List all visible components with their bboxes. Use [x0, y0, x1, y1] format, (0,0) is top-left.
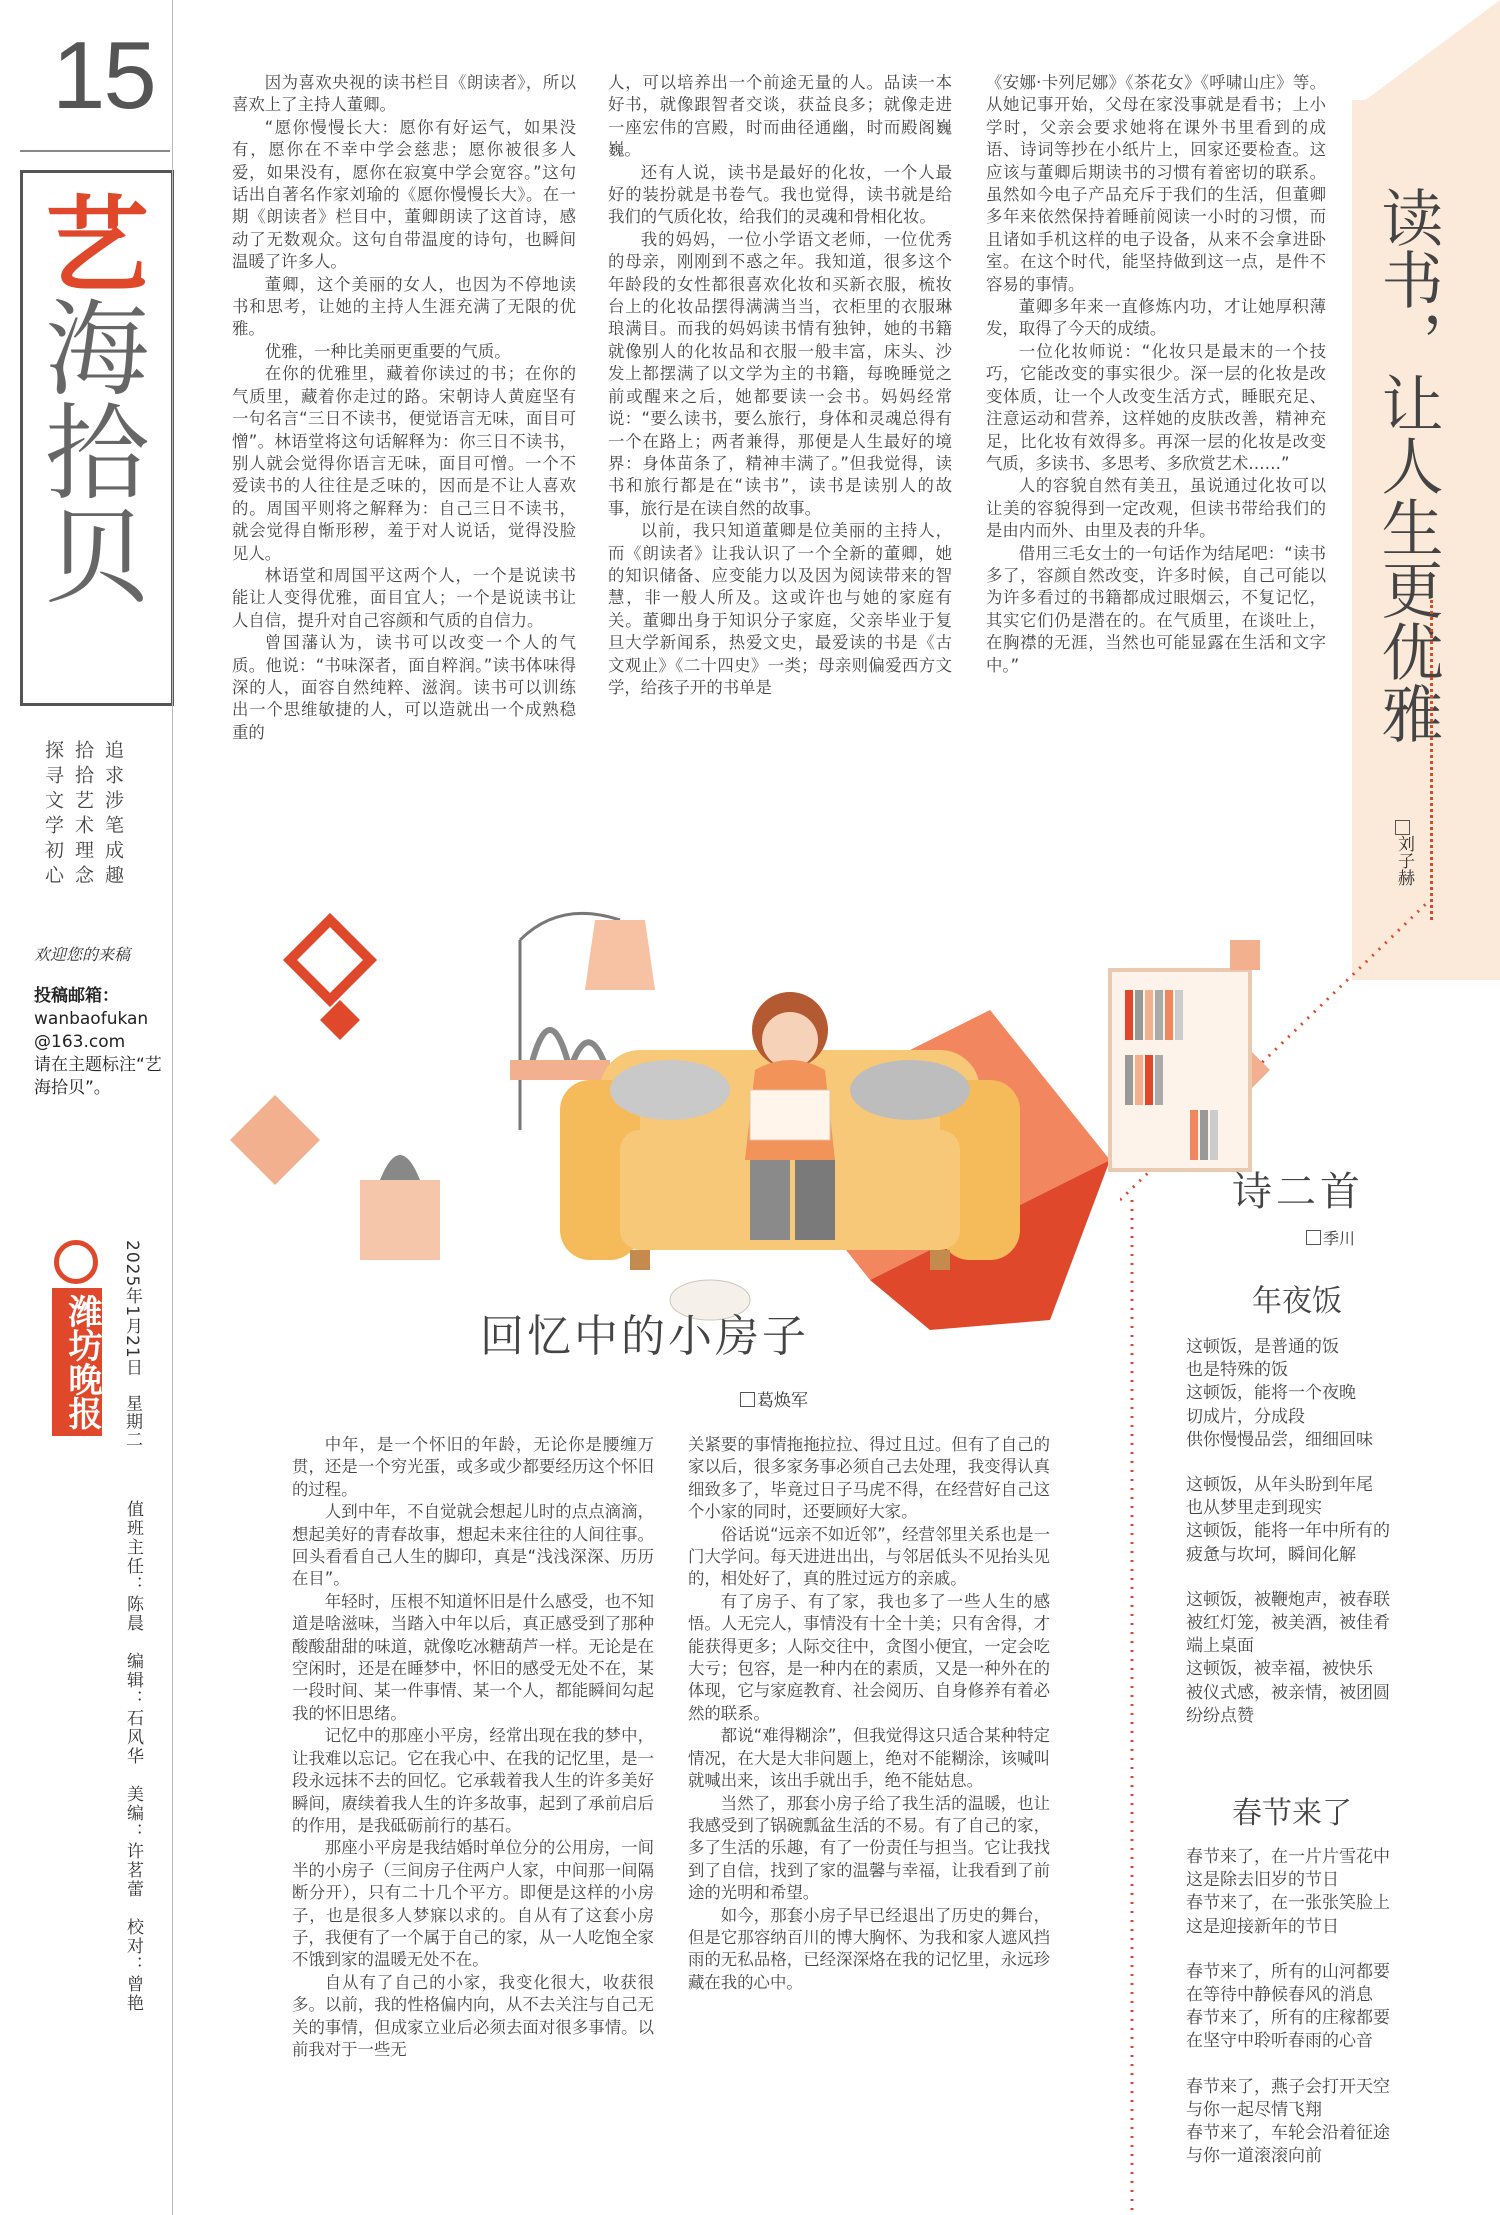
article1-author: 刘子赫 [1392, 820, 1417, 886]
poems-title: 诗二首 [1232, 1169, 1364, 1215]
column-name-rest: 海拾贝 [27, 294, 149, 606]
article2-author: 葛焕军 [740, 1386, 808, 1411]
article2-col2: 关紧要的事情拖拖拉拉、得过且过。但有了自己的家以后，很多家务事必须自己去处理，我变得认真细致多了，毕竟过日子马虎不得，在经营好自己这个小家的同时，还要顾好大家。 俗话说“远亲不如近邻”，经营邻里关系也是一门大学问。每天进进出出，与邻居低头不见抬头见的，相处好了，真的胜过远方的亲戚。 有了房子、有了家，我也多了一些人生的感悟。人无完人，事情没有十全十美；只有舍得，才能获得更多；人际交往中，贪图小便宜，一定会吃大亏；包容，是一种内在的素质，又是一种外在的体现，它与家庭教育、社会阅历、自身修养有着必然的联系。 都说“难得糊涂”，但我觉得这只适合某种特定情况，在大是大非问题上，绝对不能糊涂，该喊叫就喊出来，该出手就出手，绝不能姑息。 当然了，那套小房子给了我生活的温暖，也让我感受到了锅碗瓢盆生活的不易。有了自己的家，多了生活的乐趣，有了一份责任与担当。它让我找到了自信，找到了家的温馨与幸福，让我看到了前途的光明和希望。 如今，那套小房子早已经退出了历史的舞台，但是它那容纳百川的博大胸怀、为我和家人遮风挡雨的无私品格，已经深深烙在我的记忆里，永远珍藏在我的心中。 [688, 1435, 1050, 1992]
article2-col1: 中年，是一个怀旧的年龄，无论你是腰缠万贯，还是一个穷光蛋，或多或少都要经历这个怀旧的过程。 人到中年，不自觉就会想起儿时的点点滴滴，想起美好的青春故事，想起未来往往的人间往事。回头看看自己人生的脚印，真是“浅浅深深、历历在目”。 年轻时，压根不知道怀旧是什么感受，也不知道是啥滋味，当踏入中年以后，真正感受到了那种酸酸甜甜的味道，就像吃冰糖葫芦一样。无论是在空闲时，还是在睡梦中，怀旧的感受无处不在，某一段时间、某一件事情、某一个人，都能瞬间勾起我的怀旧思绪。 记忆中的那座小平房，经常出现在我的梦中，让我难以忘记。它在我心中、在我的记忆里，是一段永远抹不去的回忆。它承载着我人生的许多美好瞬间，赓续着我人生的许多故事，起到了承前启后的作用，是我砥砺前行的基石。 那座小平房是我结婚时单位分的公用房，一间半的小房子（三间房子住两户人家，中间那一间隔断分开），只有二十几个平方。即便是这样的小房子，也是很多人梦寐以求的。自从有了这套小房子，我便有了一个属于自己的家，从一人吃饱全家不饿到家的温暖无处不在。 自从有了自己的小家，我变化很大，收获很多。以前，我的性格偏内向，从不去关注与自己无关的事情，但成家立业后必须去面对很多事情。以前我对于一些无 [292, 1435, 654, 2059]
column-name [27, 190, 152, 606]
poem2-title: 春节来了 [1232, 1796, 1352, 1831]
poems-author: 季川 [1306, 1226, 1355, 1249]
submission-label: 投稿邮箱： [34, 986, 119, 1006]
poem2-body: 春节来了，在一片片雪花中 这是除去旧岁的节日 春节来了，在一张张笑脸上 这是迎接新年的节日 春节来了，所有的山河都要 在等待中静候春风的消息 春节来了，所有的庄稼都要 在坚守中聆听春雨的心音 春节来了，燕子会打开天空 与你一起尽情飞翔 春节来了，车轮会沿着征途 与你一道滚滚向前 [1186, 1847, 1390, 2167]
banner-corner [1352, 0, 1500, 110]
newspaper-name: 潍坊晚报 [52, 1288, 102, 1436]
dotted-divider [1430, 600, 1433, 920]
article1-col3: 《安娜·卡列尼娜》《茶花女》《呼啸山庄》等。从她记事开始，父母在家没事就是看书；上小学时，父亲会要求她将在课外书里看到的成语、诗词等抄在小纸片上，回家还要检查。这应该与董卿后期读书的习惯有着密切的联系。虽然如今电子产品充斥于我们的生活，但董卿多年来依然保持着睡前阅读一小时的习惯，而且诸如手机这样的电子设备，从来不会拿进卧室。在这个时代，能坚持做到这一点，是件不容易的事情。 董卿多年来一直修炼内功，才让她厚积薄发，取得了今天的成绩。 一位化妆师说：“化妆只是最末的一个技巧，它能改变的事实很少。深一层的化妆是改变体质，让一个人改变生活方式，睡眠充足、注意运动和营养，这样她的皮肤改善，精神充足，比化妆有效得多。再深一层的化妆是改变气质，多读书、多思考、多欣赏艺术……” 人的容貌自然有美丑，虽说通过化妆可以让美的容貌得到一定改观，但读书带给我们的是由内而外、由里及表的升华。 借用三毛女士的一句话作为结尾吧：“读书多了，容颜自然改变，许多时候，自己可能以为许多看过的书籍都成过眼烟云，不复记忆，其实它们仍是潜在的。在气质里，在谈吐上，在胸襟的无涯，当然也可能显露在生活和文字中。” [986, 73, 1326, 675]
column-name-first: 艺 [27, 190, 150, 294]
article2-title: 回忆中的小房子 [480, 1311, 809, 1362]
submission-note: 请在主题标注“艺海拾贝”。 [34, 1055, 162, 1098]
poem1-body: 这顿饭，是普通的饭 也是特殊的饭 这顿饭，能将一个夜晚 切成片，分成段 供你慢慢品尝，细细回味 这顿饭，从年头盼到年尾 也从梦里走到现实 这顿饭，能将一年中所有的 疲惫与坎坷，瞬间化解 这顿饭，被鞭炮声，被春联 被红灯笼，被美酒，被佳肴 端上桌面 这顿饭，被幸福，被快乐 被仪式感，被亲情，被团圆 纷纷点赞 [1186, 1337, 1390, 1726]
article1-col1: 因为喜欢央视的读书栏目《朗读者》，所以喜欢上了主持人董卿。 “愿你慢慢长大：愿你有好运气，如果没有，愿你在不幸中学会慈悲；愿你被很多人爱，如果没有，愿你在寂寞中学会宽容。”这句话出自著名作家刘瑜的《愿你慢慢长大》。在一期《朗读者》栏目中，董卿朗读了这首诗，感动了无数观众。这句自带温度的诗句，也瞬间温暖了许多人。 董卿，这个美丽的女人，也因为不停地读书和思考，让她的主持人生涯充满了无限的优雅。 优雅，一种比美丽更重要的气质。 在你的优雅里，藏着你读过的书；在你的气质里，藏着你走过的路。宋朝诗人黄庭坚有一句名言“三日不读书，便觉语言无味，面目可憎”。林语堂将这句话解释为：你三日不读书，别人就会觉得你语言无味，面目可憎。一个不爱读书的人往往是乏味的，因而是不让人喜欢的。周国平则将之解释为：自己三日不读书，就会觉得自惭形秽，羞于对人说话，觉得没脸见人。 林语堂和周国平这两个人，一个是说读书能让人变得优雅，面目宜人；一个是说读书让人自信，提升对自己容颜和气质的自信力。 曾国藩认为，读书可以改变一个人的气质。他说：“书味深者，面自粹润。”读书体味得深的人，面容自然纯粹、滋润。读书可以训练出一个思维敏捷的人，可以造就出一个成熟稳重的 [232, 73, 576, 742]
slogan-line-1: 追求涉笔成趣 [102, 740, 124, 890]
page-number: 15 [52, 22, 155, 129]
submission-email[interactable]: wanbaofukan@163.com [34, 1009, 149, 1052]
left-divider [172, 0, 173, 2215]
submission-info [34, 985, 164, 1100]
welcome-text: 欢迎您的来稿 [34, 945, 131, 964]
staff-credits: 值班主任：陈晨 编辑：石风华 美编：许茗蕾 校对：曾艳 [123, 1500, 143, 2013]
reading-girl-illustration [230, 880, 1310, 1340]
article1-title: 读书，让人生更优雅 [1371, 186, 1444, 744]
issue-date: 2025年1月21日 星期二 [122, 1240, 142, 1449]
newspaper-logo-icon [54, 1240, 98, 1284]
poem1-title: 年夜饭 [1252, 1284, 1342, 1319]
slogan-line-2: 拾拾艺术理念 [72, 740, 94, 890]
slogan-line-3: 探寻文学初心 [42, 740, 64, 890]
article1-col2: 人，可以培养出一个前途无量的人。品读一本好书，就像跟智者交谈，获益良多；就像走进一座宏伟的宫殿，时而曲径通幽，时而殿阁巍巍。 还有人说，读书是最好的化妆，一个人最好的装扮就是书卷气。我也觉得，读书就是给我们的气质化妆，给我们的灵魂和骨相化妆。 我的妈妈，一位小学语文老师，一位优秀的母亲，刚刚到不惑之年。我知道，很多这个年龄段的女性都很喜欢化妆和买新衣服，梳妆台上的化妆品摆得满满当当，衣柜里的衣服琳琅满目。而我的妈妈读书情有独钟，她的书籍就像别人的化妆品和衣服一般丰富，床头、沙发上都摆满了以文学为主的书籍，每晚睡觉之前或醒来之后，她都要读一会书。妈妈经常说：“要么读书，要么旅行，身体和灵魂总得有一个在路上；两者兼得，那便是人生最好的境界：身体苗条了，精神丰满了。”但我觉得，读书和旅行都是在“读书”，读书是读别人的故事，旅行是在读自然的故事。 以前，我只知道董卿是位美丽的主持人，而《朗读者》让我认识了一个全新的董卿，她的知识储备、应变能力以及因为阅读带来的智慧，非一般人所及。这或许也与她的家庭有关。董卿出身于知识分子家庭，父亲毕业于复旦大学新闻系，热爱文史，最爱读的书是《古文观止》《二十四史》一类；母亲则偏爱西方文学，给孩子开的书单是 [608, 73, 952, 697]
divider [20, 150, 170, 152]
